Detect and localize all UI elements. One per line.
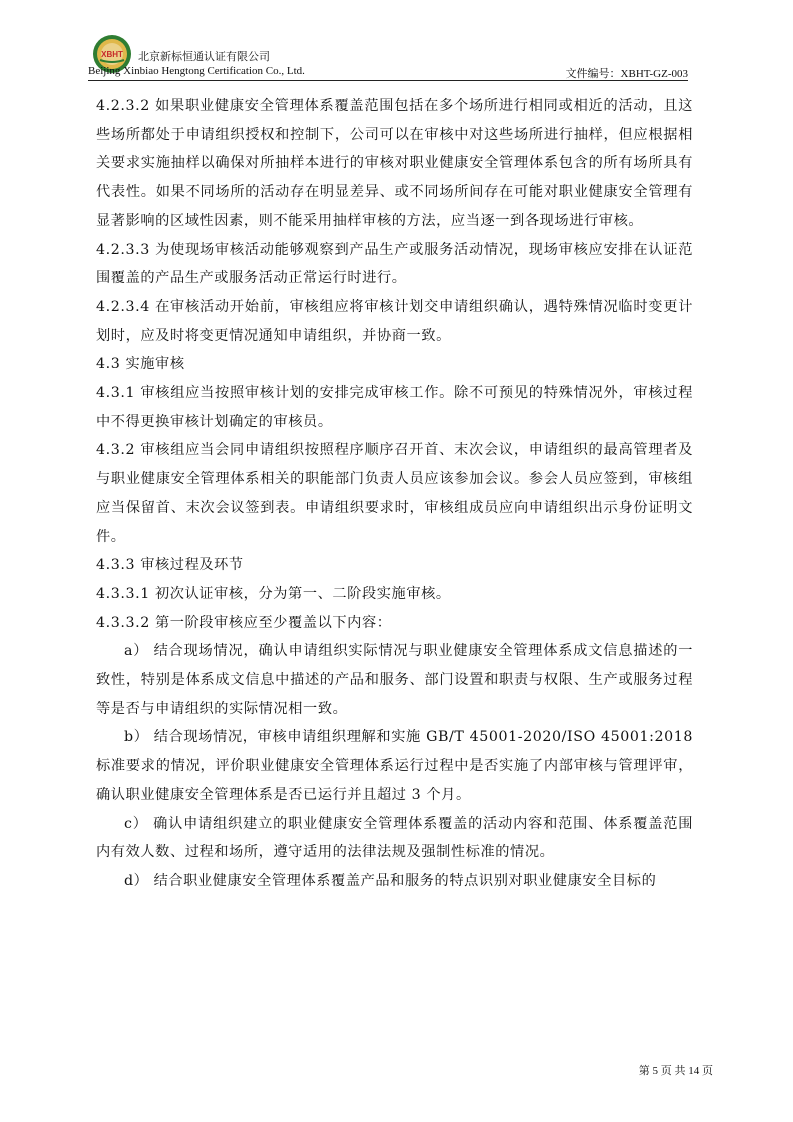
paragraph-4-2-3-2: 4.2.3.2 如果职业健康安全管理体系覆盖范围包括在多个场所进行相同或相近的活动，且这些场所都处于申请组织授权和控制下，公司可以在审核中对这些场所进行抽样，但应根据相关要求实施抽样以确保对所抽样本进行的审核对职业健康安全管理体系包含的所有场所具有代表性。如果不同场所的活动存在明显差异、或不同场所间存在可能对职业健康安全管理有显著影响的区域性因素，则不能采用抽样审核的方法，应当逐一到各现场进行审核。 — [96, 98, 693, 229]
list-item-a: a） 结合现场情况，确认申请组织实际情况与职业健康安全管理体系成文信息描述的一致性，特别是体系成文信息中描述的产品和服务、部门设置和职责与权限、生产或服务过程等是否与申请组织的实际情况相一致。 — [96, 643, 693, 717]
document-number: 文件编号：XBHT-GZ-003 — [565, 68, 688, 80]
document-body — [96, 92, 693, 896]
paragraph-4-2-3-3: 4.2.3.3 为使现场审核活动能够观察到产品生产或服务活动情况，现场审核应安排在认证范围覆盖的产品生产或服务活动正常运行时进行。 — [96, 241, 693, 287]
company-name-cn: 北京新标恒通认证有限公司 — [138, 50, 270, 63]
section-heading-4-3: 4.3 实施审核 — [96, 356, 185, 373]
paragraph-4-2-3-4: 4.2.3.4 在审核活动开始前，审核组应将审核计划交申请组织确认，遇特殊情况临时变更计划时，应及时将变更情况通知申请组织，并协商一致。 — [96, 298, 693, 344]
list-item-d: d） 结合职业健康安全管理体系覆盖产品和服务的特点识别对职业健康安全目标的 — [124, 872, 657, 889]
section-heading-4-3-3: 4.3.3 审核过程及环节 — [96, 557, 244, 574]
list-item-c: c） 确认申请组织建立的职业健康安全管理体系覆盖的活动内容和范围、体系覆盖范围内有效人数、过程和场所，遵守适用的法律法规及强制性标准的情况。 — [96, 815, 693, 861]
page-header — [88, 30, 688, 80]
list-item-b: b） 结合现场情况，审核申请组织理解和实施 GB/T 45001-2020/ISO 45001:2018 标准要求的情况，评价职业健康安全管理体系运行过程中是否实施了内部审核与管理评审，确认职业健康安全管理体系是否已运行并且超过 3 个月。 — [96, 729, 693, 803]
company-name-en: Beijing Xinbiao Hengtong Certification Co., Ltd. — [88, 65, 305, 77]
logo-text: XBHT — [101, 50, 123, 59]
header-divider — [88, 80, 688, 81]
paragraph-4-3-1: 4.3.1 审核组应当按照审核计划的安排完成审核工作。除不可预见的特殊情况外，审核过程中不得更换审核计划确定的审核员。 — [96, 385, 693, 430]
page-number: 第 5 页 共 14 页 — [638, 1065, 713, 1077]
paragraph-4-3-2: 4.3.2 审核组应当会同申请组织按照程序顺序召开首、末次会议，申请组织的最高管理者及与职业健康安全管理体系相关的职能部门负责人员应该参加会议。参会人员应签到，审核组应当保留首、末次会议签到表。申请组织要求时，审核组成员应向申请组织出示身份证明文件。 — [96, 442, 693, 545]
paragraph-4-3-3-2: 4.3.3.2 第一阶段审核应至少覆盖以下内容： — [96, 614, 392, 631]
paragraph-4-3-3-1: 4.3.3.1 初次认证审核，分为第一、二阶段实施审核。 — [96, 585, 451, 602]
